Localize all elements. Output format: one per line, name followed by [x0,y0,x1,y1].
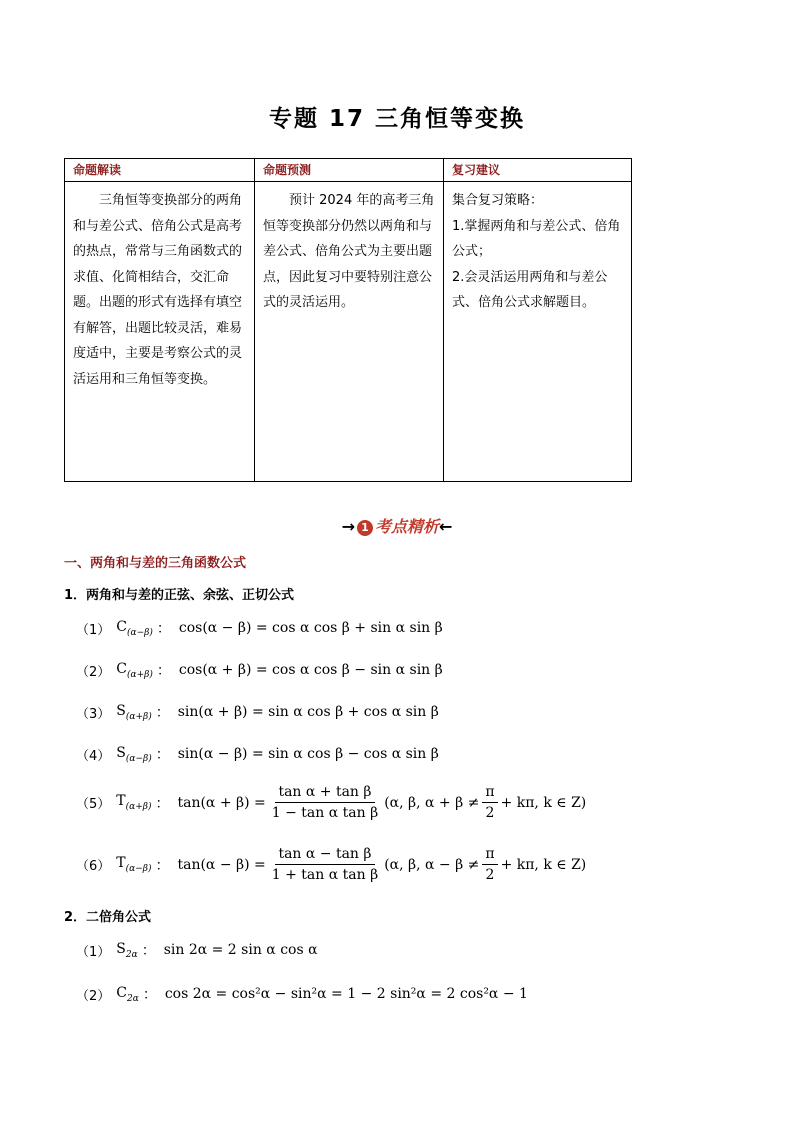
formula-index: （1） [76,622,111,638]
fraction [269,784,381,821]
table-header-row [65,159,631,182]
header-interpretation: 命题解读 [73,163,122,177]
formula-index: （6） [76,859,111,874]
formula-index: （1） [76,944,111,960]
advice-line: 集合复习策略： [452,193,544,208]
number-badge: 1 [357,520,373,536]
formula-label: $S_{2\alpha}$ [116,940,138,960]
fraction [482,784,497,821]
formula-label: $S_{(\alpha+\beta)}$ [116,702,152,722]
formula-expression: sin(α − β) = sin α cos β − cos α sin β [177,746,439,762]
formula-expression: cos 2α = cos²α − sin²α = 1 − 2 sin²α = 2 cos²α − 1 [164,986,528,1002]
formula-index: （5） [76,797,111,812]
fraction-numerator: π [482,846,497,865]
formula-condition: (α, β, α + β ≠ [384,794,480,811]
page-title: 专题 17 三角恒等变换 [268,106,526,132]
header-advice: 复习建议 [452,163,501,177]
formula-label: $T_{(\alpha-\beta)}$ [116,855,152,874]
cell-prediction [255,182,443,316]
formula-expression: cos(α + β) = cos α cos β − sin α sin β [178,662,443,678]
formula-expression: sin(α + β) = sin α cos β + cos α sin β [177,704,439,720]
fraction [269,846,381,883]
cell-interpretation [65,182,254,392]
prediction-text: 预计 2024 年的高考三角恒等变换部分仍然以两角和与差公式、倍角公式为主要出题点，因此复习中要特别注意公式的灵活运用。 [263,193,435,310]
formula-row: （3） $S_{(\alpha+\beta)}$ ： sin(α + β) = sin α cos β + cos α sin β [76,702,439,722]
section-heading-text: 考点精析 [374,517,439,536]
formula-index: （3） [76,706,111,722]
header-prediction: 命题预测 [263,163,312,177]
formula-expression: sin 2α = 2 sin α cos α [163,942,318,958]
fraction-numerator: tan α − tan β [275,846,374,865]
formula-index: （2） [76,988,111,1004]
formula-label: $S_{(\alpha-\beta)}$ [116,744,152,764]
formula-condition: + kπ, k ∈ Z) [500,856,587,873]
formula-label: $T_{(\alpha+\beta)}$ [116,793,152,812]
formula-condition: (α, β, α − β ≠ [384,856,480,873]
fraction-denominator: 1 + tan α tan β [271,867,379,883]
fraction-numerator: π [482,784,497,803]
subheading-sin-cos-tan: 1．两角和与差的正弦、余弦、正切公式 [64,588,295,603]
heading-sum-difference: 一、两角和与差的三角函数公式 [64,556,247,571]
formula-row: （6） $T_{(\alpha-\beta)}$ ： tan(α − β) = $\frac{\text{tan α − tan β}}{\text{1 + tan α tan β}}$ (α, β, α − β ≠ $\frac{\pi}{2}$ + kπ, k ∈ Z) [76,846,587,883]
formula-lhs: tan(α + β) = [177,794,266,811]
formula-label: $C_{2\alpha}$ [116,984,139,1004]
formula-row: （2） $C_{(\alpha+\beta)}$ ： cos(α + β) = cos α cos β − sin α sin β [76,660,443,680]
formula-label: $C_{(\alpha+\beta)}$ [116,660,153,680]
fraction-denominator: 2 [485,805,495,821]
fraction-denominator: 1 − tan α tan β [271,805,379,821]
arrow-right-icon: → [341,517,355,536]
interpretation-text: 三角恒等变换部分的两角和与差公式、倍角公式是高考的热点，常常与三角函数式的求值、化简相结合，交汇命题。出题的形式有选择有填空有解答，出题比较灵活，难易度适中，主要是考察公式的灵活运用和三角恒等变换。 [73,193,243,387]
advice-line: 2.会灵活运用两角和与差公式、倍角公式求解题目。 [452,269,608,310]
formula-lhs: tan(α − β) = [177,856,266,873]
section-heading [0,514,794,537]
fraction-numerator: tan α + tan β [275,784,374,803]
formula-condition: + kπ, k ∈ Z) [500,794,587,811]
cell-advice [444,182,632,316]
fraction [482,846,497,883]
formula-row: （1） $C_{(\alpha-\beta)}$ ： cos(α − β) = cos α cos β + sin α sin β [76,618,443,638]
advice-line: 1.掌握两角和与差公式、倍角公式； [452,218,621,259]
fraction-denominator: 2 [485,867,495,883]
formula-row: （4） $S_{(\alpha-\beta)}$ ： sin(α − β) = sin α cos β − cos α sin β [76,744,439,764]
formula-index: （2） [76,664,111,680]
arrow-left-icon: ← [439,517,453,536]
formula-row: （5） $T_{(\alpha+\beta)}$ ： tan(α + β) = $\frac{\text{tan α + tan β}}{\text{1 − tan α tan β}}$ (α, β, α + β ≠ $\frac{\pi}{2}$ + kπ, k ∈ Z) [76,784,587,821]
formula-row: （1） $S_{2\alpha}$ ： sin 2α = 2 sin α cos α [76,940,318,960]
subheading-double-angle: 2．二倍角公式 [64,910,152,925]
formula-index: （4） [76,748,111,764]
formula-expression: cos(α − β) = cos α cos β + sin α sin β [178,620,443,636]
formula-label: $C_{(\alpha-\beta)}$ [116,618,153,638]
formula-row: （2） $C_{2\alpha}$ ： cos 2α = cos²α − sin²α = 1 − 2 sin²α = 2 cos²α − 1 [76,984,528,1004]
overview-table [64,158,632,482]
